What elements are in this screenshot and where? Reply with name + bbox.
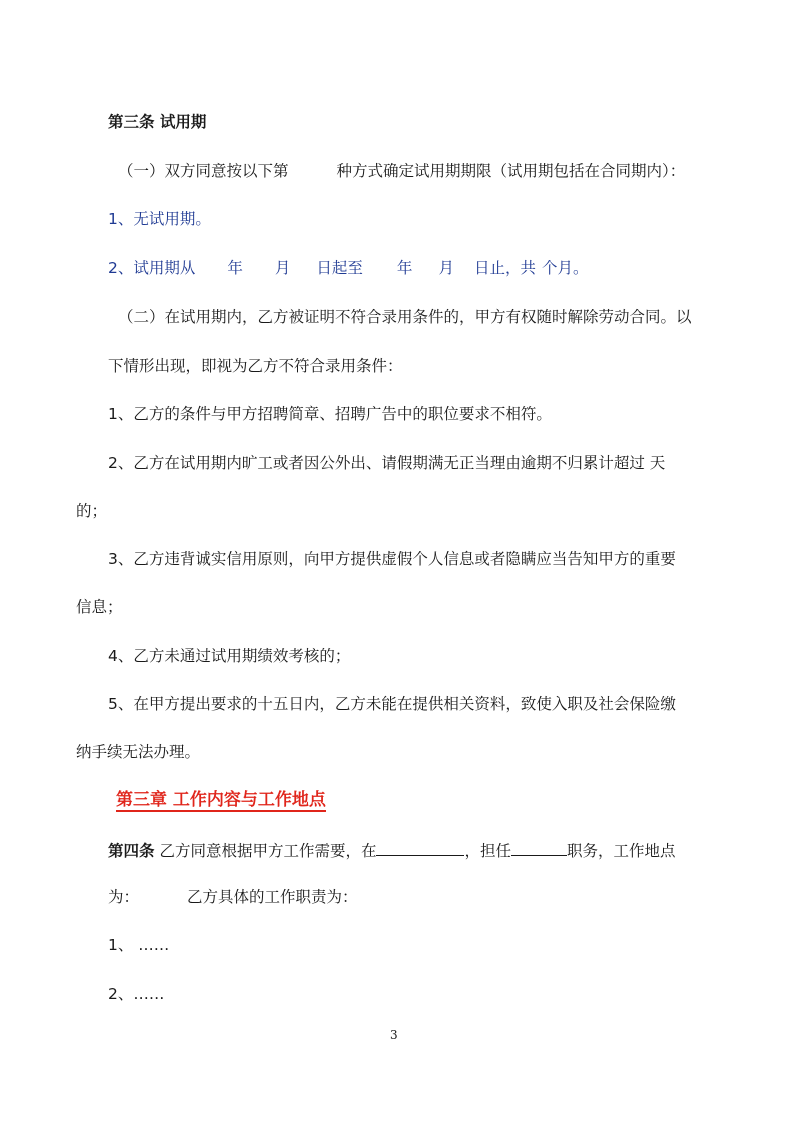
article3-heading: 第三条 试用期 [108,113,207,131]
option-probation-period [108,258,588,278]
chapter3-heading: 第三章 工作内容与工作地点 [116,790,326,810]
condition-item-3-line2: 信息； [76,598,123,616]
duty-item-2: 2、…… [108,985,165,1003]
page-number: 3 [390,1028,398,1042]
option2-day-to: 日起至 [316,259,363,277]
para1-text-a: （一）双方同意按以下第 [118,162,289,180]
option2-day-total: 日止，共 [473,259,536,277]
condition-item-1: 1、乙方的条件与甲方招聘简章、招聘广告中的职位要求不相符。 [108,405,552,423]
para1-text-b: 种方式确定试用期期限（试用期包括在合同期内）： [336,162,686,180]
option2-from: 2、试用期从 [108,259,196,277]
workplace-label: 为： [108,888,140,906]
article3-para1 [118,161,685,181]
condition-item-5-line2: 纳手续无法办理。 [76,743,201,761]
article4-text-b: ，担任 [464,842,511,860]
article4-text-a: 乙方同意根据甲方工作需要，在 [154,842,377,860]
article4-label: 第四条 [108,842,155,860]
position-blank [511,839,567,856]
option2-month2: 月 [438,259,454,277]
article4-text-c: 职务，工作地点 [566,842,676,860]
article4-line1 [108,839,675,861]
option2-months: 个月。 [541,259,589,277]
article3-para2-line2: 下情形出现，即视为乙方不符合录用条件： [108,357,403,375]
condition-item-5-line1: 5、在甲方提出要求的十五日内，乙方未能在提供相关资料，致使入职及社会保险缴 [108,695,676,713]
condition-item-2-line2: 的； [76,502,108,520]
duties-label: 乙方具体的工作职责为： [187,888,358,906]
condition-item-4: 4、乙方未通过试用期绩效考核的； [108,647,351,665]
work-department-blank [376,839,464,856]
option2-month1: 月 [274,259,291,277]
article4-line2 [108,887,358,907]
condition-item-3-line1: 3、乙方违背诚实信用原则，向甲方提供虚假个人信息或者隐瞒应当告知甲方的重要 [108,550,676,568]
option-no-probation: 1、无试用期。 [108,210,211,228]
option2-year1: 年 [227,259,243,277]
option2-year2: 年 [396,259,413,277]
condition-item-2-line1: 2、乙方在试用期内旷工或者因公外出、请假期满无正当理由逾期不归累计超过 天 [108,454,666,472]
article3-para2-line1: （二）在试用期内，乙方被证明不符合录用条件的，甲方有权随时解除劳动合同。以 [118,308,692,326]
duty-item-1: 1、 …… [108,936,170,954]
